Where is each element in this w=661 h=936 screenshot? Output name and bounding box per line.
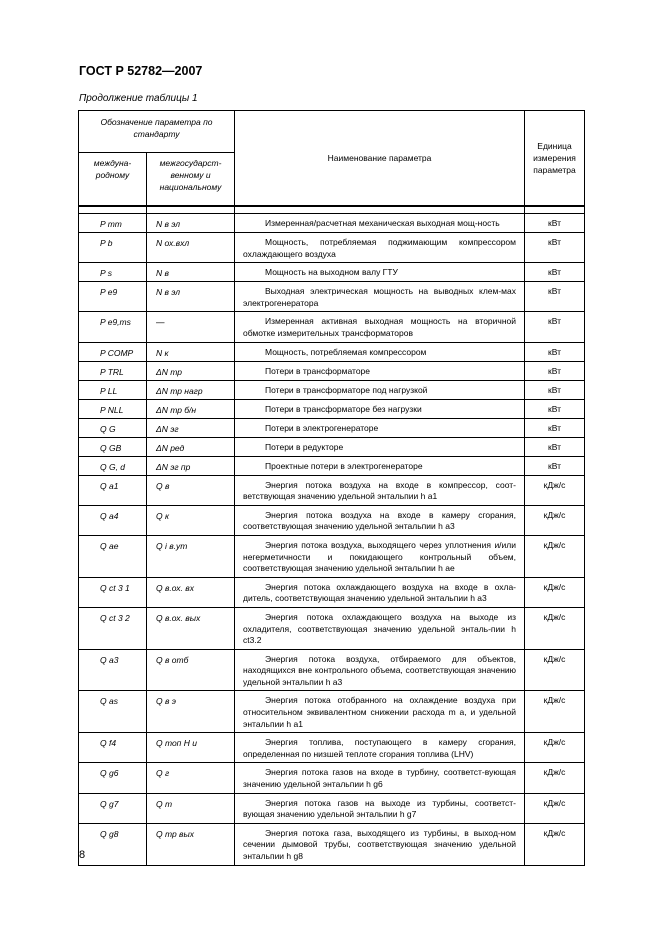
parameter-name: Измеренная активная выходная мощность на вторичной обмотке измерительных трансформаторов bbox=[235, 312, 525, 342]
interstate-symbol: Q тр вых bbox=[147, 823, 235, 865]
table-caption: Продолжение таблицы 1 bbox=[79, 93, 198, 104]
interstate-symbol: — bbox=[147, 312, 235, 342]
international-symbol: Q ct 3 1 bbox=[79, 577, 147, 607]
interstate-symbol: ΔN ред bbox=[147, 437, 235, 456]
international-symbol: P s bbox=[79, 263, 147, 282]
interstate-symbol: N к bbox=[147, 342, 235, 361]
header-international: междуна-родному bbox=[79, 153, 147, 207]
international-symbol: P e9,ms bbox=[79, 312, 147, 342]
unit-of-measure: кДж/с bbox=[525, 733, 585, 763]
unit-of-measure: кДж/с bbox=[525, 505, 585, 535]
parameter-name: Энергия потока воздуха, выходящего через уплотнения и/или негерметичности и покидающего контрольный объем, соответствующая значению удельной энтальпии h ae bbox=[235, 535, 525, 577]
unit-of-measure: кДж/с bbox=[525, 535, 585, 577]
interstate-symbol: Q т bbox=[147, 793, 235, 823]
table-row bbox=[79, 263, 585, 282]
table-row bbox=[79, 233, 585, 263]
interstate-symbol: Q в отб bbox=[147, 649, 235, 691]
table-row bbox=[79, 733, 585, 763]
table-row bbox=[79, 535, 585, 577]
parameter-name: Проектные потери в электрогенераторе bbox=[235, 456, 525, 475]
unit-of-measure: кДж/с bbox=[525, 649, 585, 691]
table-row bbox=[79, 418, 585, 437]
international-symbol: P COMP bbox=[79, 342, 147, 361]
unit-of-measure: кВт bbox=[525, 342, 585, 361]
interstate-symbol: Q в.ох. вых bbox=[147, 607, 235, 649]
international-symbol: Q g6 bbox=[79, 763, 147, 793]
parameter-name: Потери в трансформаторе под нагрузкой bbox=[235, 380, 525, 399]
parameter-name: Энергия потока газа, выходящего из турбины, в выход-ном сечении дымовой трубы, соответствующая значению удельной энтальпии h g8 bbox=[235, 823, 525, 865]
interstate-symbol: N в эл bbox=[147, 214, 235, 233]
international-symbol: Q G bbox=[79, 418, 147, 437]
document-title: ГОСТ Р 52782—2007 bbox=[79, 64, 203, 78]
parameter-name: Энергия топлива, поступающего в камеру сгорания, определенная по низшей теплоте сгорания топлива (LHV) bbox=[235, 733, 525, 763]
unit-of-measure: кДж/с bbox=[525, 823, 585, 865]
unit-of-measure: кДж/с bbox=[525, 793, 585, 823]
header-parameter-name: Наименование параметра bbox=[235, 111, 525, 207]
parameter-name: Энергия потока воздуха на входе в камеру сгорания, соответствующая значению удельной энтальпии h a3 bbox=[235, 505, 525, 535]
unit-of-measure: кВт bbox=[525, 263, 585, 282]
parameter-name: Энергия потока газов на входе в турбину, соответст-вующая значению удельной энтальпии h g6 bbox=[235, 763, 525, 793]
parameter-name: Энергия потока охлаждающего воздуха на выходе из охладителя, соответствующая значению удельной энталь-пии h ct3.2 bbox=[235, 607, 525, 649]
unit-of-measure: кВт bbox=[525, 437, 585, 456]
parameter-name: Мощность, потребляемая поджимающим компрессором охлаждающего воздуха bbox=[235, 233, 525, 263]
parameter-name: Энергия потока охлаждающего воздуха на входе в охла-дитель, соответствующая значению удельной энтальпии h a3 bbox=[235, 577, 525, 607]
interstate-symbol: Q к bbox=[147, 505, 235, 535]
parameter-name: Энергия потока газов на выходе из турбины, соответст-вующая значению удельной энтальпии h g7 bbox=[235, 793, 525, 823]
table-row bbox=[79, 214, 585, 233]
international-symbol: Q as bbox=[79, 691, 147, 733]
header-designation-group: Обозначение параметра по стандарту bbox=[79, 111, 235, 153]
table-row bbox=[79, 312, 585, 342]
interstate-symbol: Q в bbox=[147, 475, 235, 505]
parameter-name: Энергия потока воздуха, отбираемого для объектов, находящихся вне контрольного объема, соответствующая значению удельной энтальпии h a3 bbox=[235, 649, 525, 691]
interstate-symbol: ΔN тр нагр bbox=[147, 380, 235, 399]
unit-of-measure: кВт bbox=[525, 361, 585, 380]
international-symbol: Q G, d bbox=[79, 456, 147, 475]
unit-of-measure: кВт bbox=[525, 282, 585, 312]
table-row bbox=[79, 475, 585, 505]
table-row bbox=[79, 793, 585, 823]
international-symbol: P LL bbox=[79, 380, 147, 399]
international-symbol: P TRL bbox=[79, 361, 147, 380]
interstate-symbol: Q і в.ут bbox=[147, 535, 235, 577]
interstate-symbol: ΔN тр bbox=[147, 361, 235, 380]
international-symbol: P NLL bbox=[79, 399, 147, 418]
interstate-symbol: Q топ Н и bbox=[147, 733, 235, 763]
parameter-name: Энергия потока воздуха на входе в компрессор, соот-ветствующая значению удельной энтальпии h a1 bbox=[235, 475, 525, 505]
parameters-table bbox=[78, 110, 585, 866]
international-symbol: Q a1 bbox=[79, 475, 147, 505]
unit-of-measure: кВт bbox=[525, 233, 585, 263]
international-symbol: Q a3 bbox=[79, 649, 147, 691]
parameter-name: Потери в трансформаторе bbox=[235, 361, 525, 380]
table-row bbox=[79, 823, 585, 865]
international-symbol: Q ct 3 2 bbox=[79, 607, 147, 649]
table-row bbox=[79, 342, 585, 361]
parameter-name: Мощность, потребляемая компрессором bbox=[235, 342, 525, 361]
table-row bbox=[79, 399, 585, 418]
table-body bbox=[79, 214, 585, 866]
international-symbol: Q a4 bbox=[79, 505, 147, 535]
interstate-symbol: Q г bbox=[147, 763, 235, 793]
interstate-symbol: Q в э bbox=[147, 691, 235, 733]
header-separator bbox=[79, 206, 585, 214]
parameter-name: Потери в трансформаторе без нагрузки bbox=[235, 399, 525, 418]
international-symbol: Q g8 bbox=[79, 823, 147, 865]
international-symbol: P e9 bbox=[79, 282, 147, 312]
parameter-name: Энергия потока отобранного на охлаждение воздуха при относительном эквивалентном снижении расхода m a, и удельной энтальпии h a1 bbox=[235, 691, 525, 733]
unit-of-measure: кДж/с bbox=[525, 607, 585, 649]
international-symbol: P b bbox=[79, 233, 147, 263]
table-row bbox=[79, 380, 585, 399]
international-symbol: Q GB bbox=[79, 437, 147, 456]
unit-of-measure: кВт bbox=[525, 380, 585, 399]
unit-of-measure: кДж/с bbox=[525, 475, 585, 505]
table-row bbox=[79, 282, 585, 312]
international-symbol: P mm bbox=[79, 214, 147, 233]
table-row bbox=[79, 763, 585, 793]
parameter-name: Потери в редукторе bbox=[235, 437, 525, 456]
table-row bbox=[79, 691, 585, 733]
table-row bbox=[79, 577, 585, 607]
unit-of-measure: кДж/с bbox=[525, 577, 585, 607]
table-row bbox=[79, 607, 585, 649]
unit-of-measure: кВт bbox=[525, 418, 585, 437]
header-unit: Единица измерения параметра bbox=[525, 111, 585, 207]
international-symbol: Q f4 bbox=[79, 733, 147, 763]
interstate-symbol: ΔN эг bbox=[147, 418, 235, 437]
unit-of-measure: кДж/с bbox=[525, 691, 585, 733]
table-row bbox=[79, 437, 585, 456]
table-row bbox=[79, 361, 585, 380]
unit-of-measure: кДж/с bbox=[525, 763, 585, 793]
international-symbol: Q g7 bbox=[79, 793, 147, 823]
international-symbol: Q ae bbox=[79, 535, 147, 577]
table-row bbox=[79, 456, 585, 475]
unit-of-measure: кВт bbox=[525, 312, 585, 342]
interstate-symbol: N ох.вхл bbox=[147, 233, 235, 263]
interstate-symbol: ΔN тр б/н bbox=[147, 399, 235, 418]
unit-of-measure: кВт bbox=[525, 456, 585, 475]
parameter-name: Выходная электрическая мощность на выводных клем-мах электрогенератора bbox=[235, 282, 525, 312]
header-interstate: межгосударст-венному и национальному bbox=[147, 153, 235, 207]
parameter-name: Потери в электрогенераторе bbox=[235, 418, 525, 437]
unit-of-measure: кВт bbox=[525, 399, 585, 418]
interstate-symbol: N в bbox=[147, 263, 235, 282]
page-number: 8 bbox=[79, 849, 86, 861]
parameter-name: Измеренная/расчетная механическая выходная мощ-ность bbox=[235, 214, 525, 233]
interstate-symbol: ΔN эг пр bbox=[147, 456, 235, 475]
table-row bbox=[79, 505, 585, 535]
unit-of-measure: кВт bbox=[525, 214, 585, 233]
interstate-symbol: N в эл bbox=[147, 282, 235, 312]
interstate-symbol: Q в.ох. вх bbox=[147, 577, 235, 607]
table-row bbox=[79, 649, 585, 691]
parameter-name: Мощность на выходном валу ГТУ bbox=[235, 263, 525, 282]
